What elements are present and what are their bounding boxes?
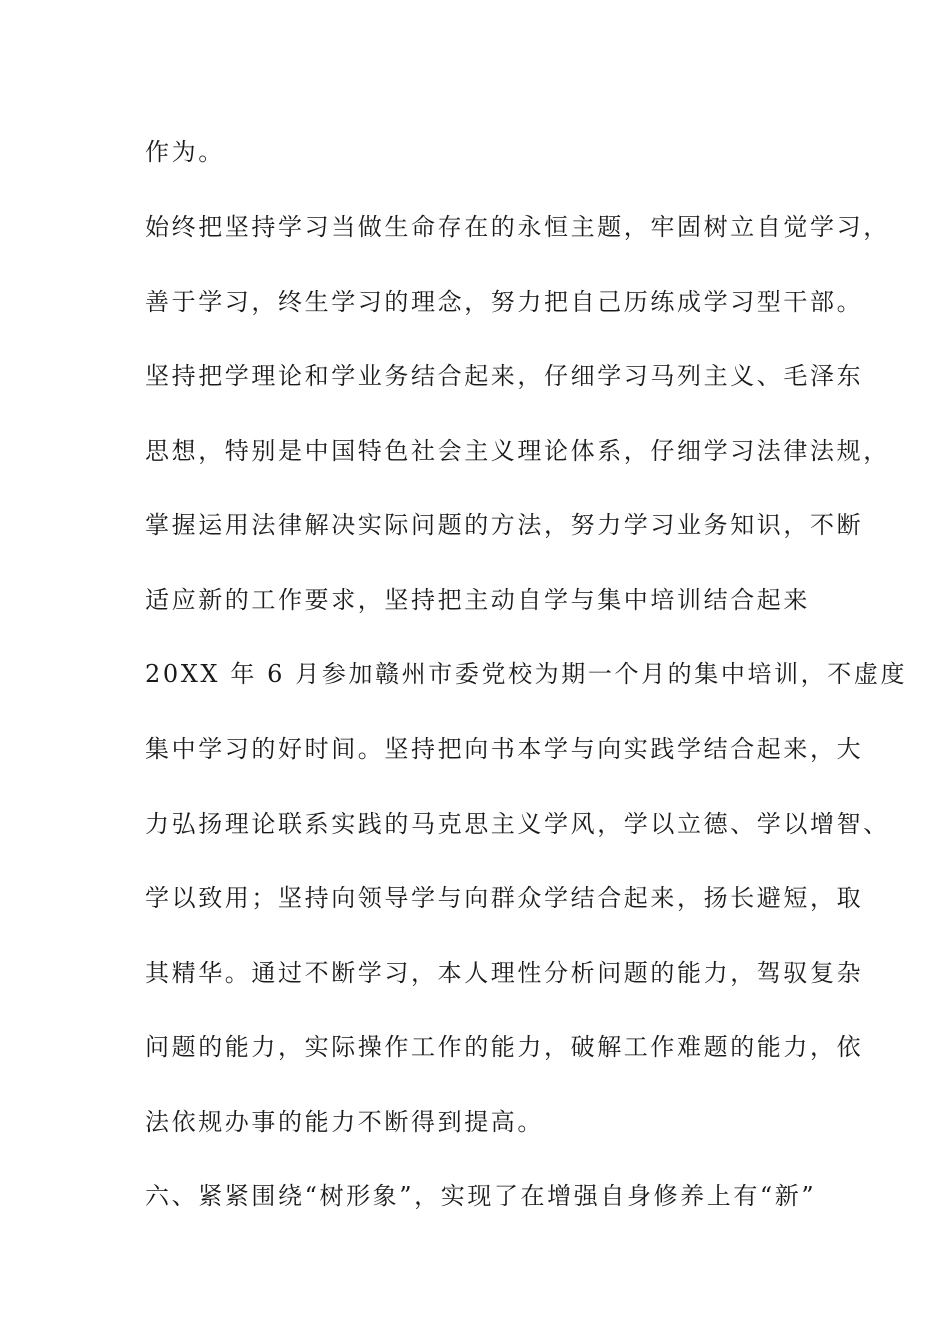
text-line: 作为。 xyxy=(145,138,225,166)
text-line: 思想，特别是中国特色社会主义理论体系，仔细学习法律法规， xyxy=(145,437,890,465)
text-line: 20XX 年 6 月参加赣州市委党校为期一个月的集中培训，不虚度 xyxy=(145,660,908,688)
text-line: 学以致用；坚持向领导学与向群众学结合起来，扬长避短，取 xyxy=(145,884,864,912)
text-line: 问题的能力，实际操作工作的能力，破解工作难题的能力，依 xyxy=(145,1033,864,1061)
text-line: 坚持把学理论和学业务结合起来，仔细学习马列主义、毛泽东 xyxy=(145,362,864,390)
text-line: 始终把坚持学习当做生命存在的永恒主题，牢固树立自觉学习， xyxy=(145,213,890,241)
text-line: 集中学习的好时间。坚持把向书本学与向实践学结合起来，大 xyxy=(145,735,864,763)
text-line: 力弘扬理论联系实践的马克思主义学风，学以立德、学以增智、 xyxy=(145,810,890,838)
text-line: 善于学习，终生学习的理念，努力把自己历练成学习型干部。 xyxy=(145,288,864,316)
text-line: 六、紧紧围绕“树形象”，实现了在增强自身修养上有“新” xyxy=(145,1182,817,1210)
text-line: 法依规办事的能力不断得到提高。 xyxy=(145,1108,544,1136)
text-line: 适应新的工作要求，坚持把主动自学与集中培训结合起来 xyxy=(145,586,810,614)
text-line: 掌握运用法律解决实际问题的方法，努力学习业务知识，不断 xyxy=(145,511,864,539)
text-line: 其精华。通过不断学习，本人理性分析问题的能力，驾驭复杂 xyxy=(145,959,864,987)
